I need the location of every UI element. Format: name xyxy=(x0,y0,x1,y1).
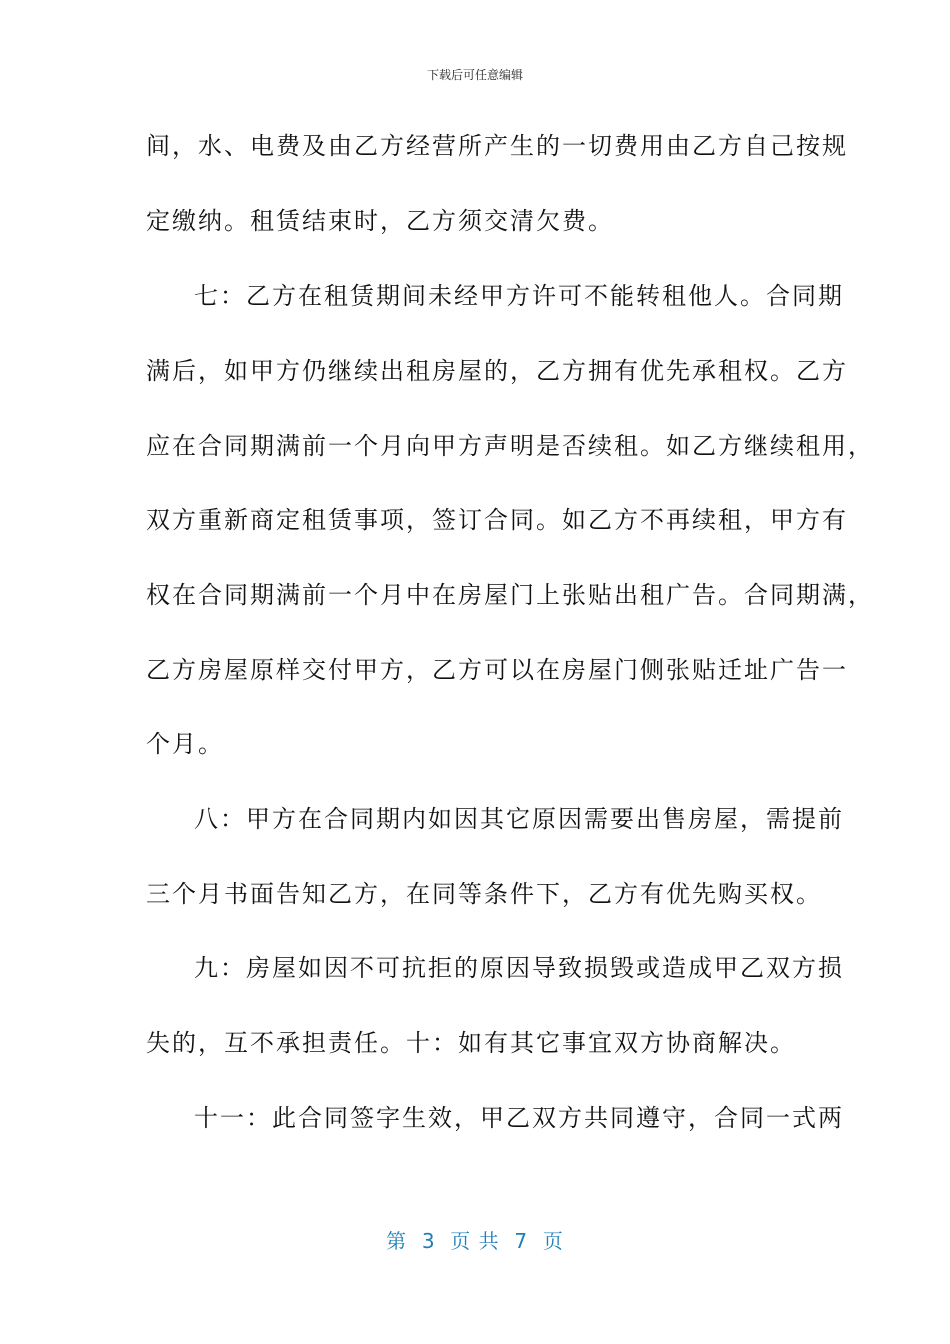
body-line: 满后，如甲方仍继续出租房屋的，乙方拥有优先承租权。乙方 xyxy=(146,357,848,385)
body-line: 个月。 xyxy=(146,730,224,758)
body-line: 八：甲方在合同期内如因其它原因需要出售房屋，需提前 xyxy=(194,805,844,833)
body-line: 间，水、电费及由乙方经营所产生的一切费用由乙方自己按规 xyxy=(146,132,848,160)
body-line: 应在合同期满前一个月向甲方声明是否续租。如乙方继续租用， xyxy=(146,432,874,460)
body-line: 失的，互不承担责任。十：如有其它事宜双方协商解决。 xyxy=(146,1029,796,1057)
body-line: 权在合同期满前一个月中在房屋门上张贴出租广告。合同期满， xyxy=(146,581,874,609)
body-line: 定缴纳。租赁结束时，乙方须交清欠费。 xyxy=(146,207,614,235)
body-line: 双方重新商定租赁事项，签订合同。如乙方不再续租，甲方有 xyxy=(146,506,848,534)
body-line: 三个月书面告知乙方，在同等条件下，乙方有优先购买权。 xyxy=(146,880,822,908)
body-line: 乙方房屋原样交付甲方，乙方可以在房屋门侧张贴迁址广告一 xyxy=(146,656,848,684)
header-note: 下载后可任意编辑 xyxy=(426,68,523,82)
body-line: 七：乙方在租赁期间未经甲方许可不能转租他人。合同期 xyxy=(194,282,844,310)
body-line: 十一：此合同签字生效，甲乙双方共同遵守，合同一式两 xyxy=(194,1104,844,1132)
body-line: 九：房屋如因不可抗拒的原因导致损毁或造成甲乙双方损 xyxy=(194,954,844,982)
page-number-footer: 第 3 页 共 7 页 xyxy=(386,1229,564,1253)
